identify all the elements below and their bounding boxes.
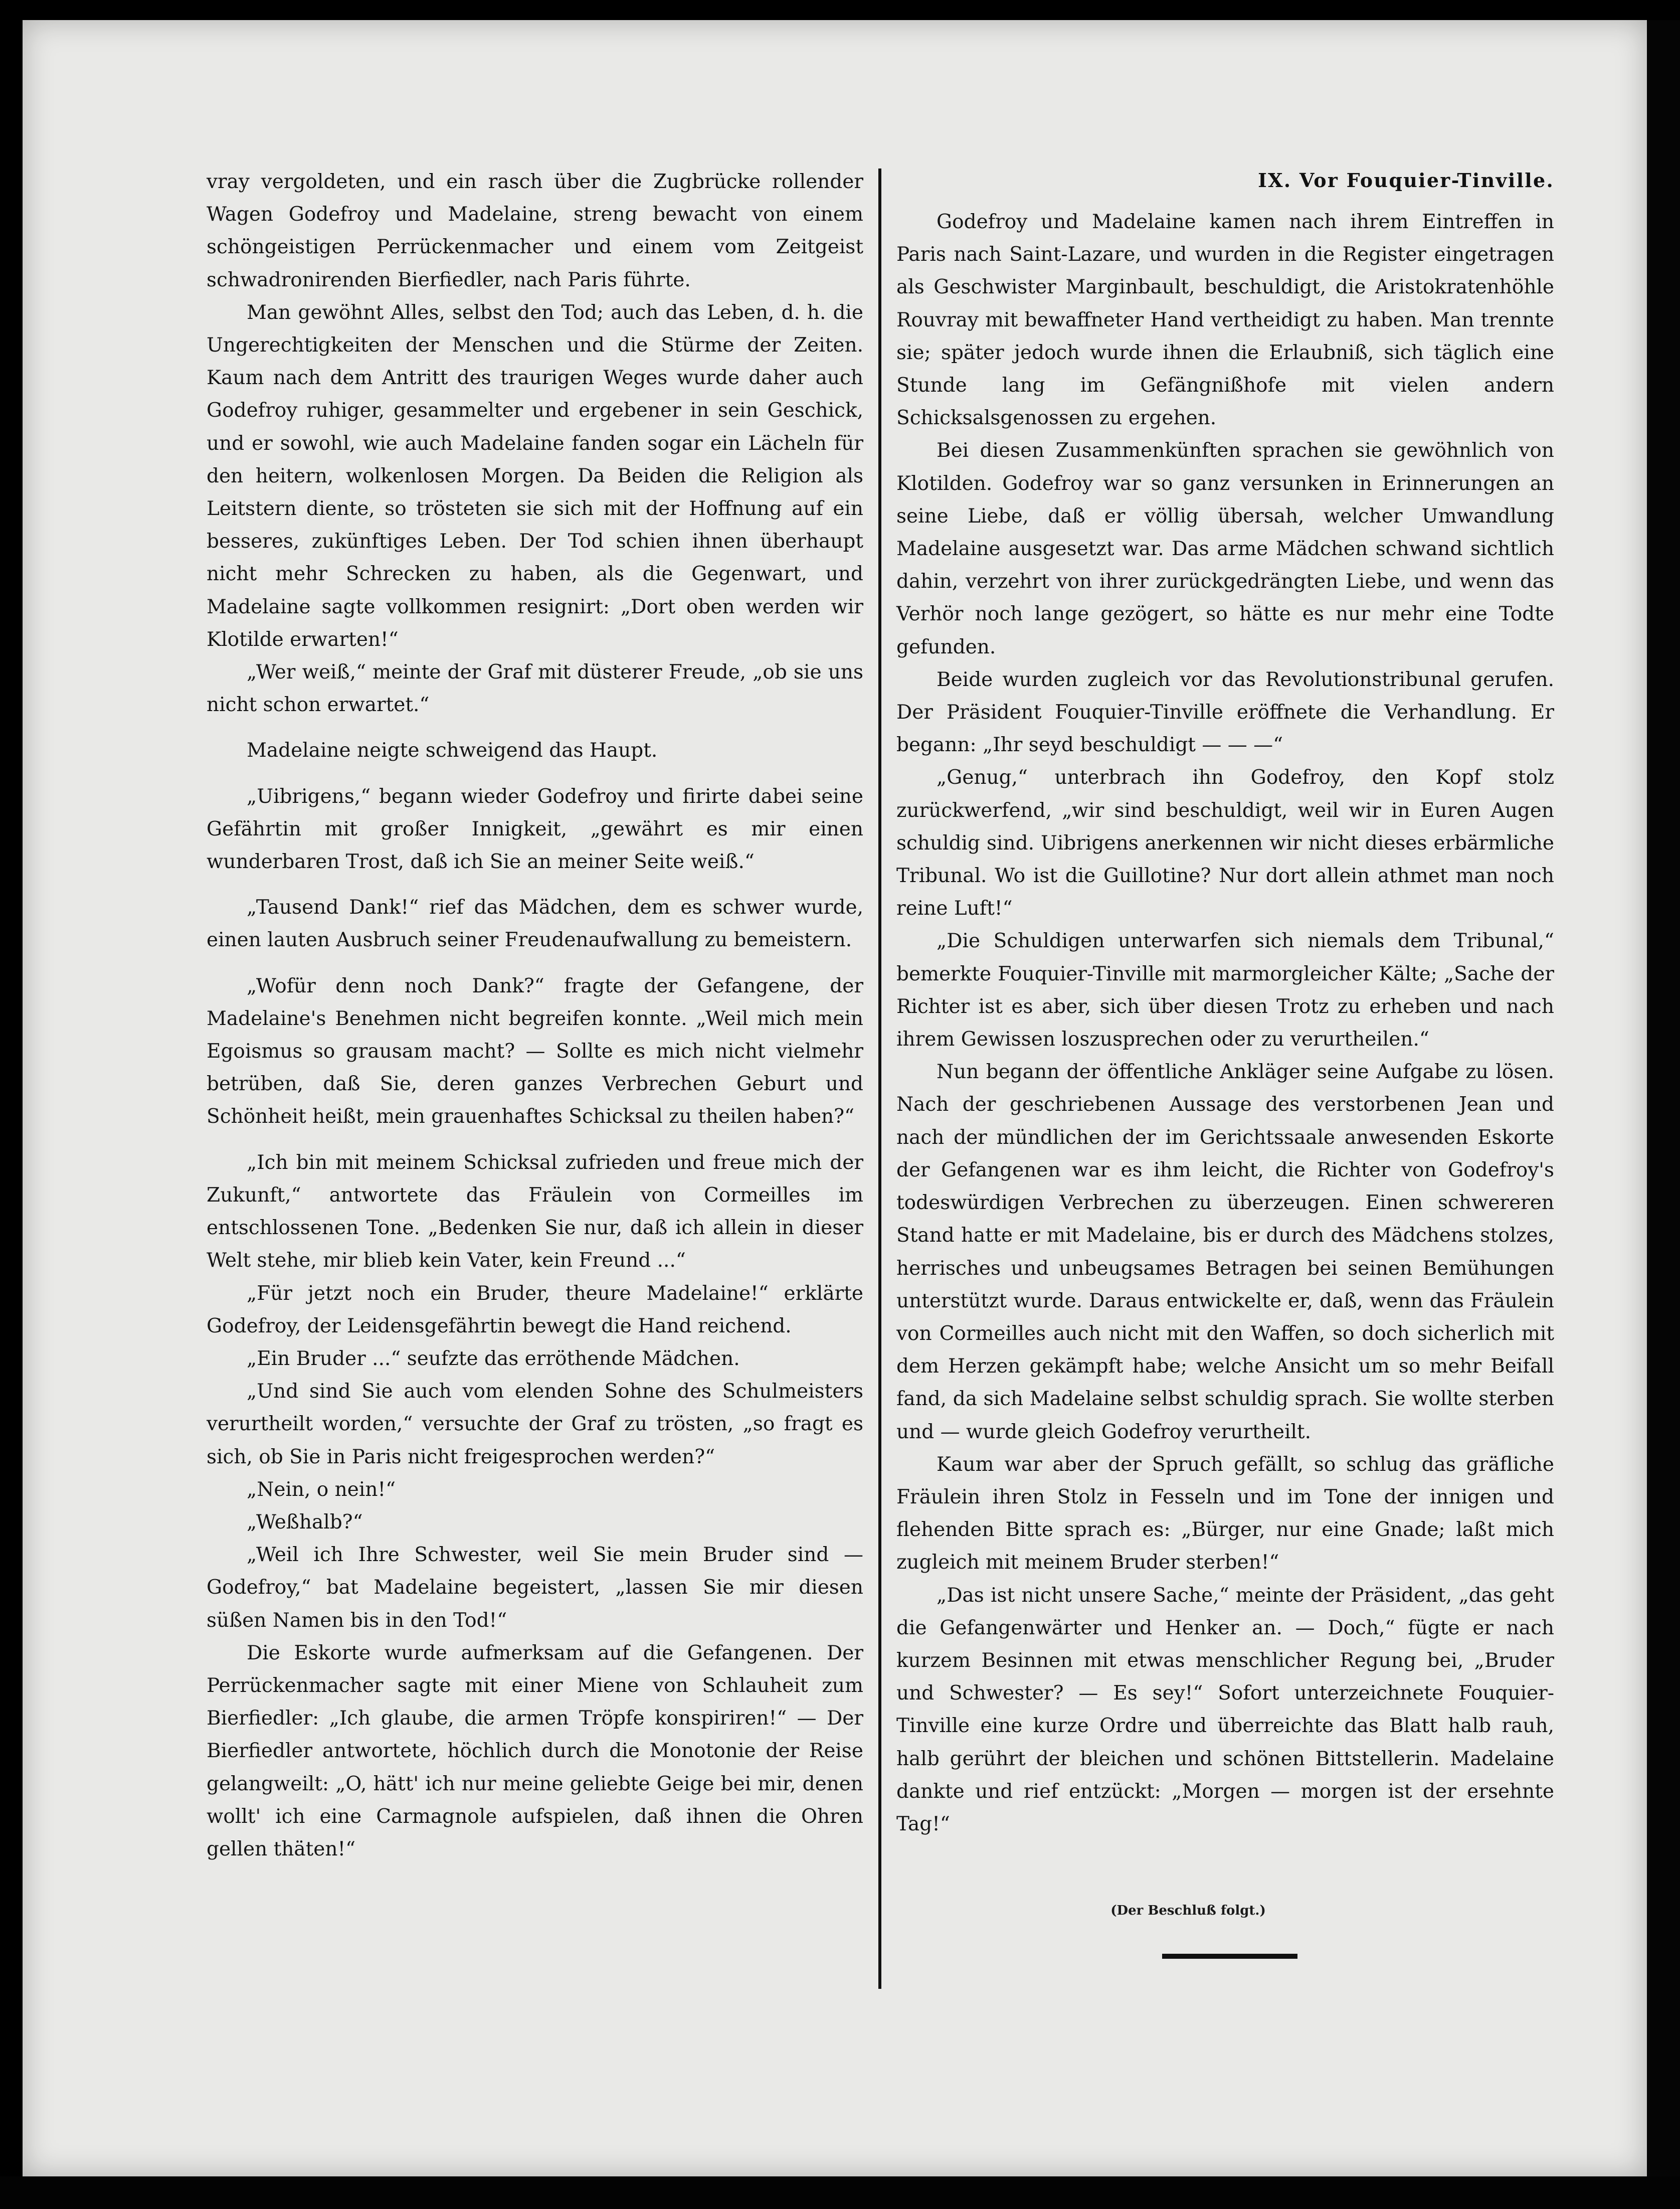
paragraph: Man gewöhnt Alles, selbst den Tod; auch das Leben, d. h. die Ungerechtigkeiten der Menschen und die Stürme der Zeiten. Kaum nach dem Antritt des traurigen Weges wurde daher auch Godefroy ruhiger, gesammelter und ergebener in sein Geschick, und er sowohl, wie auch Madelaine fanden sogar ein Lächeln für den heitern, wolkenlosen Morgen. Da Beiden die Religion als Leitstern diente, so trösteten sie sich mit der Hoffnung auf ein besseres, zukünftiges Leben. Der Tod schien ihnen überhaupt nicht mehr Schrecken zu haben, als die Gegenwart, und Madelaine sagte vollkommen resignirt: „Dort oben werden wir Klotilde erwarten!“ (207, 301, 863, 651)
paragraph: Kaum war aber der Spruch gefällt, so schlug das gräfliche Fräulein ihren Stolz in Fesseln und im Tone der innigen und flehenden Bitte sprach es: „Bürger, nur eine Gnade; laßt mich zugleich mit meinem Bruder sterben!“ (896, 1453, 1554, 1574)
running-title: IX. Vor Fouquier-Tinville. (1258, 169, 1554, 192)
paragraph: Bei diesen Zusammenkünften sprachen sie gewöhnlich von Klotilden. Godefroy war so ganz versunken in Erinnerungen an seine Liebe, daß er völlig übersah, welcher Umwandlung Madelaine ausgesetzt war. Das arme Mädchen schwand sichtlich dahin, verzehrt von ihrer zurückgedrängten Liebe, und wenn das Verhör noch lange gezögert, so hätte es nur mehr eine Todte gefunden. (896, 439, 1554, 658)
scan-border-right (1647, 20, 1680, 2209)
paragraph: „Das ist nicht unsere Sache,“ meinte der Präsident, „das geht die Gefangenwärter und Henker an. — Doch,“ fügte er nach kurzem Besinnen mit etwas menschlicher Regung bei, „Bruder und Schwester? — Es sey!“ Sofort unterzeichnete Fouquier-Tinville eine kurze Ordre und überreichte das Blatt halb rauh, halb gerührt der bleichen und schönen Bittstellerin. Madelaine dankte und rief entzückt: „Morgen — morgen ist der ersehnte Tag!“ (896, 1584, 1554, 1835)
paragraph: Nun begann der öffentliche Ankläger seine Aufgabe zu lösen. Nach der geschriebenen Aussage des verstorbenen Jean und nach der mündlichen der im Gerichtssaale anwesenden Eskorte der Gefangenen war es ihm leicht, die Richter von Godefroy's todeswürdigen Verbrechen zu überzeugen. Einen schwereren Stand hatte er mit Madelaine, bis er durch des Mädchens stolzes, herrisches und unbeugsames Betragen bei seinen Bemühungen unterstützt wurde. Daraus entwickelte er, daß, wenn das Fräulein von Cormeilles auch nicht mit den Waffen, so doch sicherlich mit dem Herzen gekämpft habe; welche Ansicht um so mehr Beifall fand, da sich Madelaine selbst schuldig sprach. Sie wollte sterben und — wurde gleich Godefroy verurtheilt. (896, 1061, 1554, 1443)
paragraph: „Ich bin mit meinem Schicksal zufrieden und freue mich der Zukunft,“ antwortete das Fräulein von Cormeilles im entschlossenen Tone. „Bedenken Sie nur, daß ich allein in dieser Welt stehe, mir blieb kein Vater, kein Freund ...“ (207, 1151, 863, 1272)
left-column (207, 165, 863, 1865)
paragraph: „Und sind Sie auch vom elenden Sohne des Schulmeisters verurtheilt worden,“ versuchte der Graf zu trösten, „so fragt es sich, ob Sie in Paris nicht freigesprochen werden?“ (207, 1380, 863, 1468)
conclusion-note: (Der Beschluß folgt.) (1110, 1903, 1266, 1918)
paragraph: „Ein Bruder ...“ seufzte das erröthende Mädchen. (247, 1347, 740, 1370)
paragraph: „Für jetzt noch ein Bruder, theure Madelaine!“ erklärte Godefroy, der Leidensgefährtin bewegt die Hand reichend. (207, 1282, 863, 1337)
paragraph: „Nein, o nein!“ (247, 1478, 396, 1501)
paragraph: vray vergoldeten, und ein rasch über die Zugbrücke rollender Wagen Godefroy und Madelaine, streng bewacht von einem schöngeistigen Perrückenmacher und einem vom Zeitgeist schwadronirenden Bierfiedler, nach Paris führte. (207, 171, 863, 291)
paragraph: „Genug,“ unterbrach ihn Godefroy, den Kopf stolz zurückwerfend, „wir sind beschuldigt, weil wir in Euren Augen schuldig sind. Uibrigens anerkennen wir nicht dieses erbärmliche Tribunal. Wo ist die Guillotine? Nur dort allein athmet man noch reine Luft!“ (896, 766, 1554, 920)
paragraph: Beide wurden zugleich vor das Revolutionstribunal gerufen. Der Präsident Fouquier-Tinville eröffnete die Verhandlung. Er begann: „Ihr seyd beschuldigt — — —“ (896, 668, 1554, 757)
paragraph: „Uibrigens,“ begann wieder Godefroy und firirte dabei seine Gefährtin mit großer Innigkeit, „gewährt es mir einen wunderbaren Trost, daß ich Sie an meiner Seite weiß.“ (207, 785, 863, 874)
paragraph: „Weil ich Ihre Schwester, weil Sie mein Bruder sind — Godefroy,“ bat Madelaine begeistert, „lassen Sie mir diesen süßen Namen bis in den Tod!“ (207, 1544, 863, 1632)
paragraph: Madelaine neigte schweigend das Haupt. (247, 739, 658, 762)
paragraph: „Die Schuldigen unterwarfen sich niemals dem Tribunal,“ bemerkte Fouquier-Tinville mit marmorgleicher Kälte; „Sache der Richter ist es aber, sich über diesen Trotz zu erheben und nach ihrem Gewissen loszusprechen oder zu verurtheilen.“ (896, 930, 1554, 1051)
paragraph: „Tausend Dank!“ rief das Mädchen, dem es schwer wurde, einen lauten Ausbruch seiner Freudenaufwallung zu bemeistern. (207, 896, 863, 952)
end-rule (1162, 1954, 1297, 1959)
column-divider (878, 168, 881, 1989)
paragraph: „Wer weiß,“ meinte der Graf mit düsterer Freude, „ob sie uns nicht schon erwartet.“ (207, 661, 863, 717)
paragraph: „Weßhalb?“ (247, 1510, 363, 1534)
scan-border-bottom (0, 2176, 1680, 2209)
paragraph: Die Eskorte wurde aufmerksam auf die Gefangenen. Der Perrückenmacher sagte mit einer Miene von Schlauheit zum Bierfiedler: „Ich glaube, die armen Tröpfe konspiriren!“ — Der Bierfiedler antwortete, höchlich durch die Monotonie der Reise gelangweilt: „O, hätt' ich nur meine geliebte Geige bei mir, denen wollt' ich eine Carmagnole aufspielen, daß ihnen die Ohren gellen thäten!“ (207, 1641, 863, 1860)
paragraph: „Wofür denn noch Dank?“ fragte der Gefangene, der Madelaine's Benehmen nicht begreifen konnte. „Weil mich mein Egoismus so grausam macht? — Sollte es mich nicht vielmehr betrüben, daß Sie, deren ganzes Verbrechen Geburt und Schönheit heißt, mein grauenhaftes Schicksal zu theilen haben?“ (207, 974, 863, 1128)
right-column (896, 206, 1554, 1840)
paragraph: Godefroy und Madelaine kamen nach ihrem Eintreffen in Paris nach Saint-Lazare, und wurden in die Register eingetragen als Geschwister Marginbault, beschuldigt, die Aristokratenhöhle Rouvray mit bewaffneter Hand vertheidigt zu haben. Man trennte sie; später jedoch wurde ihnen die Erlaubniß, sich täglich eine Stunde lang im Gefängnißhofe mit vielen andern Schicksalsgenossen zu ergehen. (896, 211, 1554, 430)
